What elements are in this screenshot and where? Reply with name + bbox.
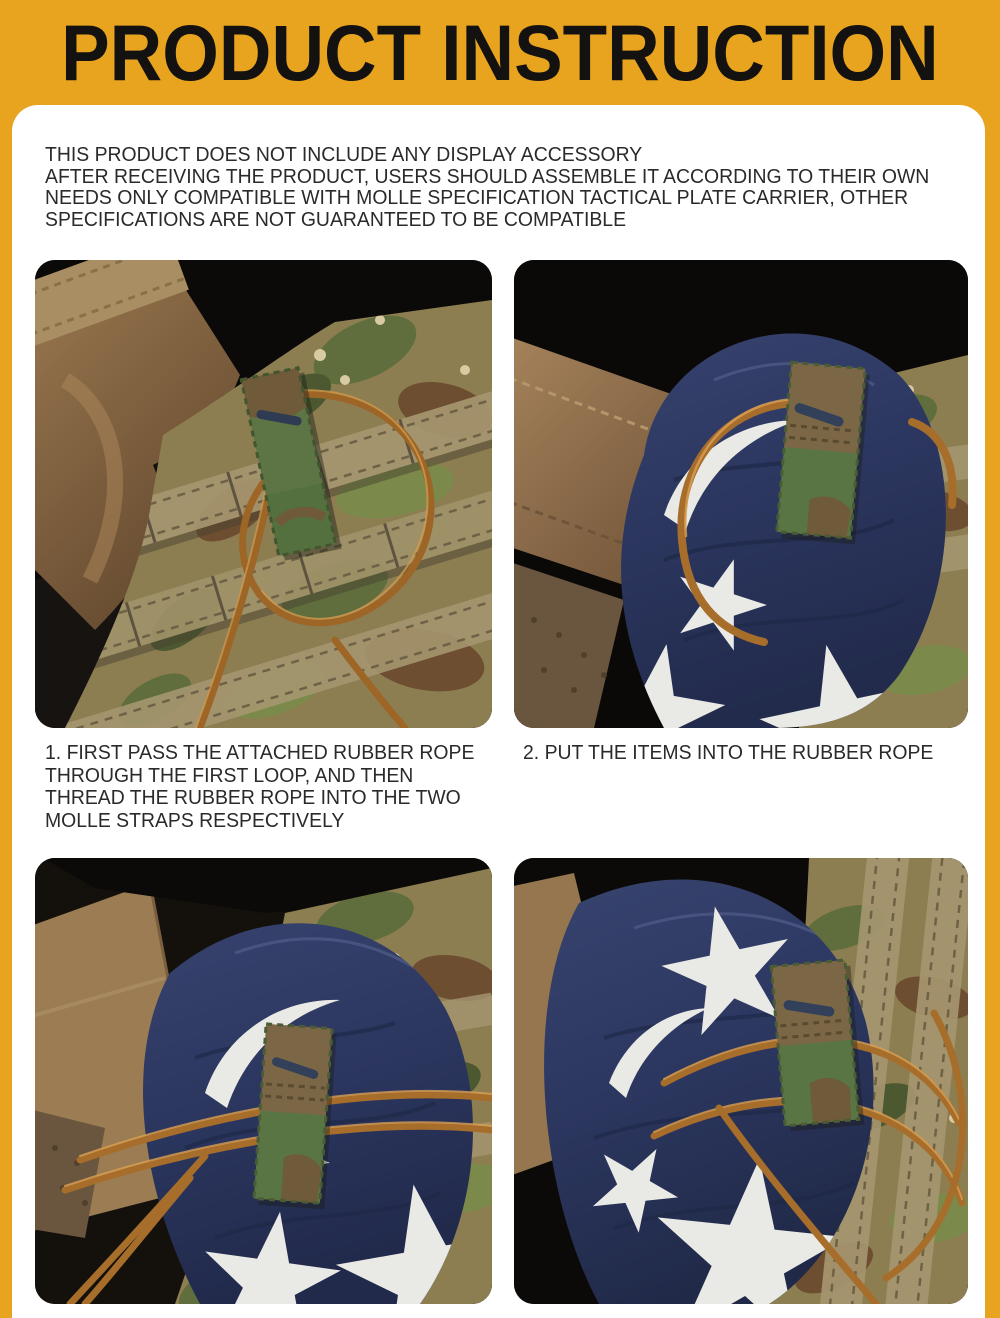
- disclaimer-line: NEEDS ONLY COMPATIBLE WITH MOLLE SPECIFICATION TACTICAL PLATE CARRIER, OTHER: [45, 187, 909, 209]
- caption-step2: [523, 742, 933, 765]
- photo-step1-thread-rope: [35, 260, 492, 728]
- disclaimer-line: THIS PRODUCT DOES NOT INCLUDE ANY DISPLAY ACCESSORY: [45, 144, 643, 166]
- caption-line: 1. FIRST PASS THE ATTACHED RUBBER ROPE: [45, 742, 475, 764]
- photo-step2-insert-items: [514, 260, 968, 728]
- photo-result-right: [514, 858, 968, 1304]
- disclaimer-line: SPECIFICATIONS ARE NOT GUARANTEED TO BE COMPATIBLE: [45, 208, 627, 231]
- photo-result-left: [35, 858, 492, 1304]
- disclaimer-line: AFTER RECEIVING THE PRODUCT, USERS SHOULD ASSEMBLE IT ACCORDING TO THEIR OWN: [45, 165, 930, 188]
- molle-loop-strap: [771, 960, 864, 1132]
- molle-loop-strap: [254, 1024, 337, 1210]
- caption-line: THROUGH THE FIRST LOOP, AND THEN: [45, 764, 414, 787]
- caption-line: 2. PUT THE ITEMS INTO THE RUBBER ROPE: [523, 742, 934, 764]
- disclaimer-text: [45, 145, 929, 231]
- page-title: PRODUCT INSTRUCTION: [61, 8, 939, 97]
- photo-result-left-illustration: [35, 858, 492, 1304]
- header-band: [0, 0, 1000, 105]
- content-card: [12, 105, 985, 1318]
- photo-step1-illustration: [35, 260, 492, 728]
- caption-line: MOLLE STRAPS RESPECTIVELY: [45, 809, 345, 832]
- caption-step1: [45, 742, 474, 832]
- caption-line: THREAD THE RUBBER ROPE INTO THE TWO: [45, 787, 461, 809]
- molle-loop-strap: [776, 362, 870, 544]
- photo-result-right-illustration: [514, 858, 968, 1304]
- photo-step2-illustration: [514, 260, 968, 728]
